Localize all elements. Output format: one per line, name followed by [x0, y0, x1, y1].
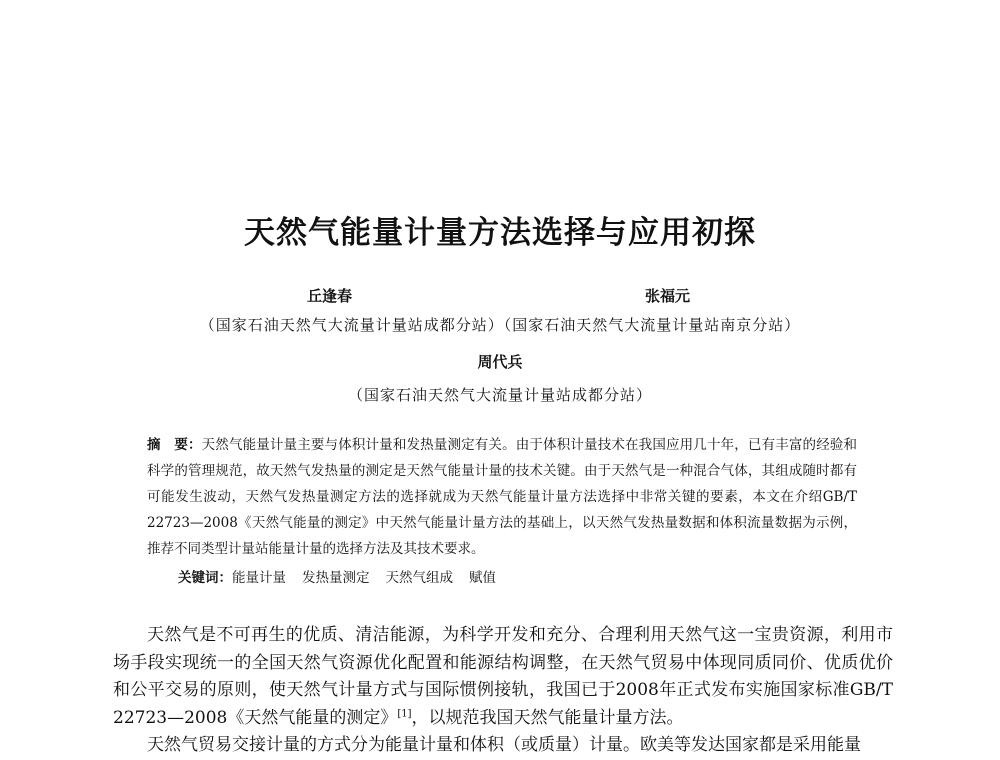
- keyword-item: 赋值: [469, 570, 496, 586]
- abstract-text: 天然气能量计量主要与体积计量和发热量测定有关。由于体积计量技术在我国应用几十年，已有丰富的经验和科学的管理规范，故天然气发热量的测定是天然气能量计量的技术关键。由于天然气是一种混合气体，其组成随时都有可能发生波动，天然气发热量测定方法的选择就成为天然气能量计量方法选择中非常关键的要素，本文在介绍GB/T 22723—2008《天然气能量的测定》中天然气能量计量方法的基础上，以天然气发热量数据和体积流量数据为示例，推荐不同类型计量站能量计量的选择方法及其技术要求。: [147, 437, 858, 557]
- body-paragraph-1: [113, 622, 893, 732]
- paragraph-1-text: 天然气是不可再生的优质、清洁能源，为科学开发和充分、合理利用天然气这一宝贵资源，利用市场手段实现统一的全国天然气资源优化配置和能源结构调整，在天然气贸易中体现同质同价、优质优价和公平交易的原则，使天然气计量方式与国际惯例接轨，我国已于2008年正式发布实施国家标准GB/T 22723—2008《天然气能量的测定》: [113, 625, 893, 728]
- keywords: [178, 567, 512, 589]
- abstract-label: 摘 要：: [147, 437, 202, 453]
- paragraph-1-end: ，以规范我国天然气能量计量方法。: [411, 707, 684, 728]
- author-3-affiliation: （国家石油天然气大流量计量站成都分站）: [347, 386, 652, 404]
- body-paragraph-2: 天然气贸易交接计量的方式分为能量计量和体积（或质量）计量。欧美等发达国家都是采用能量: [147, 735, 861, 755]
- author-1-affiliation: （国家石油天然气大流量计量站成都分站）: [199, 316, 504, 334]
- keyword-item: 能量计量: [232, 570, 286, 586]
- article-title: 天然气能量计量方法选择与应用初探: [244, 215, 756, 251]
- body-text: [113, 622, 893, 760]
- keywords-label: 关键词：: [178, 570, 232, 586]
- author-2-affiliation: （国家石油天然气大流量计量站南京分站）: [503, 316, 801, 334]
- citation-ref: [1]: [397, 707, 412, 719]
- affiliations-row-1: [0, 314, 1000, 336]
- author-3: 周代兵: [477, 353, 523, 371]
- keyword-item: 发热量测定: [302, 570, 370, 586]
- author-1: 丘逢春: [307, 287, 353, 305]
- abstract: [147, 432, 857, 562]
- author-2: 张福元: [645, 287, 691, 305]
- keyword-item: 天然气组成: [385, 570, 453, 586]
